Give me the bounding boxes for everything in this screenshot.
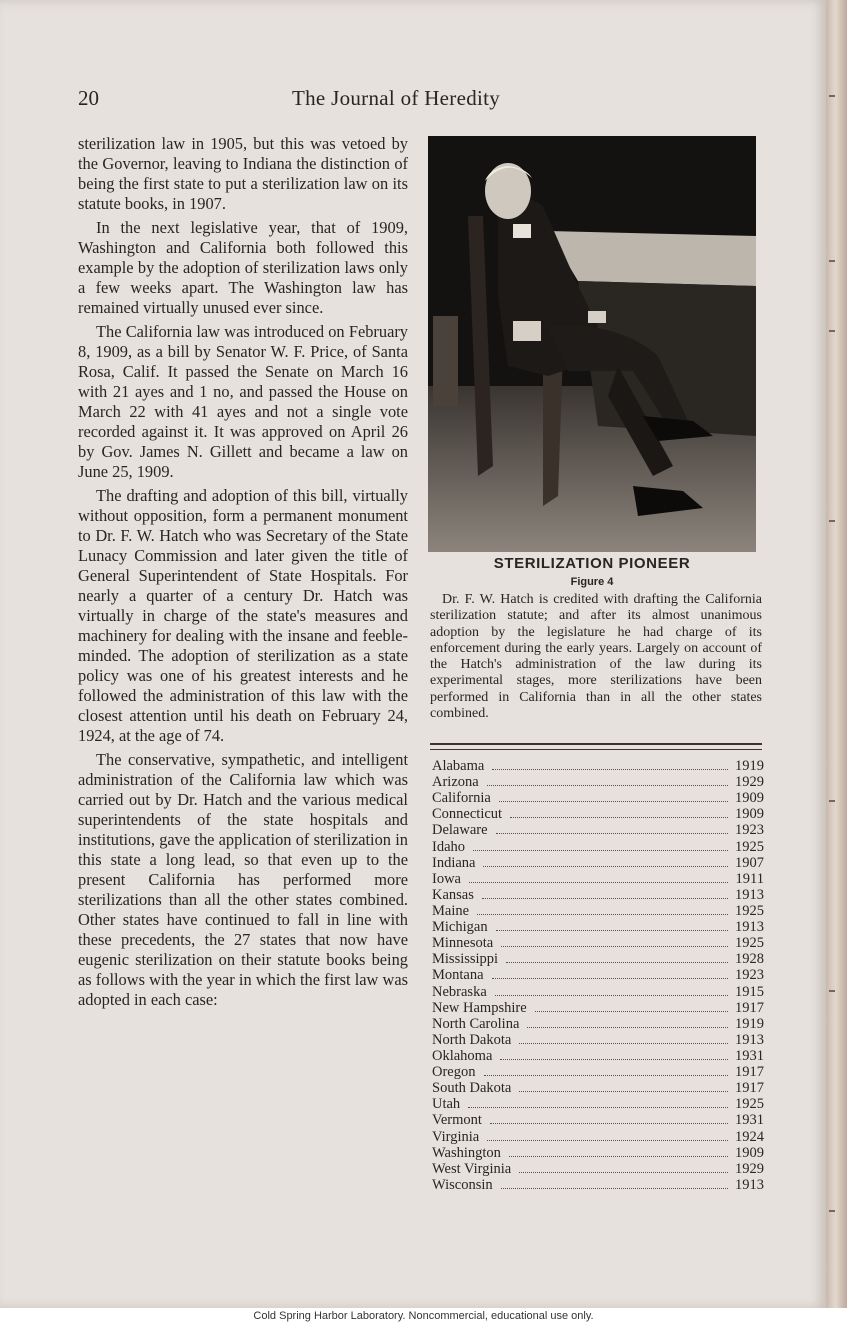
table-row <box>432 758 764 774</box>
leader-dots <box>500 1059 728 1060</box>
table-row <box>432 806 764 822</box>
leader-dots <box>509 1156 728 1157</box>
body-text-column <box>78 134 408 1014</box>
body-paragraph: The conservative, sympathetic, and intelligent administration of the California law which was carried out by Dr. Hatch and the various medical superintendents of the state hospitals and institutions, gave the application of sterilization in this state a long lead, so that even up to the present California has performed more sterilizations than all the other states combined. Other states have continued to fall in line with these precedents, the 27 states that now have eugenic sterilization on their statute books being as follows with the year in which the first law was adopted in each case: <box>78 750 408 1009</box>
state-name: Idaho <box>432 838 466 855</box>
adoption-year: 1919 <box>735 1015 764 1032</box>
table-row <box>432 871 764 887</box>
adoption-year: 1911 <box>735 870 764 887</box>
leader-dots <box>469 882 728 883</box>
body-paragraph: sterilization law in 1905, but this was vetoed by the Governor, leaving to Indiana the distinction of being the first state to put a sterilization law on its statute books, in 1907. <box>78 134 408 213</box>
archive-credit: Cold Spring Harbor Laboratory. Noncommercial, educational use only. <box>253 1310 594 1322</box>
adoption-year: 1919 <box>735 758 764 774</box>
body-paragraph: In the next legislative year, that of 1909, Washington and California both followed this example by the adoption of sterilization laws only a few weeks apart. The Washington law has remained virtually unused ever since. <box>78 218 408 317</box>
table-row <box>432 903 764 919</box>
table-top-rule <box>430 743 762 745</box>
leader-dots <box>535 1011 728 1012</box>
table-row <box>432 1096 764 1112</box>
leader-dots <box>492 978 728 979</box>
state-name: Indiana <box>432 854 476 871</box>
state-name: New Hampshire <box>432 999 527 1016</box>
leader-dots <box>501 946 728 947</box>
state-name: Utah <box>432 1096 461 1113</box>
adoption-year: 1909 <box>735 790 764 807</box>
table-row <box>432 935 764 951</box>
table-row <box>432 887 764 903</box>
table-row <box>432 774 764 790</box>
adoption-year: 1931 <box>735 1047 764 1064</box>
leader-dots <box>496 930 728 931</box>
page-number: 20 <box>78 86 99 110</box>
table-row <box>432 1177 764 1193</box>
state-name: Virginia <box>432 1128 480 1145</box>
leader-dots <box>506 962 728 963</box>
adoption-year: 1917 <box>735 1080 764 1097</box>
leader-dots <box>519 1091 728 1092</box>
table-row <box>432 919 764 935</box>
adoption-year: 1915 <box>735 983 764 1000</box>
edge-mark <box>829 800 835 802</box>
table-row <box>432 1145 764 1161</box>
table-row <box>432 984 764 1000</box>
leader-dots <box>519 1172 728 1173</box>
state-name: Nebraska <box>432 983 487 1000</box>
table-row <box>432 1112 764 1128</box>
state-name: California <box>432 790 491 807</box>
adoption-year: 1917 <box>735 999 764 1016</box>
seated-man-photo <box>428 136 756 552</box>
leader-dots <box>519 1043 728 1044</box>
leader-dots <box>484 1075 729 1076</box>
state-name: Connecticut <box>432 806 503 823</box>
state-name: Washington <box>432 1144 501 1161</box>
state-name: West Virginia <box>432 1160 512 1177</box>
state-name: Iowa <box>432 870 461 887</box>
state-name: South Dakota <box>432 1080 512 1097</box>
state-name: North Carolina <box>432 1015 520 1032</box>
leader-dots <box>477 914 728 915</box>
leader-dots <box>496 833 728 834</box>
adoption-year: 1913 <box>735 1176 764 1193</box>
leader-dots <box>492 769 728 770</box>
leader-dots <box>482 898 728 899</box>
body-paragraph: The drafting and adoption of this bill, virtually without opposition, form a permanent monument to Dr. F. W. Hatch who was Secretary of the State Lunacy Commission and later given the title of General Superintendent of State Hospitals. For nearly a quarter of a century Dr. Hatch was virtually in charge of the state's measures and machinery for dealing with the insane and feeble-minded. The adoption of sterilization as a state policy was one of his greatest interests and he followed the administration of this law with the closest attention until his death on February 24, 1924, at the age of 74. <box>78 486 408 745</box>
leader-dots <box>501 1188 728 1189</box>
leader-dots <box>468 1107 728 1108</box>
table-row <box>432 1064 764 1080</box>
leader-dots <box>527 1027 728 1028</box>
figure-caption: Dr. F. W. Hatch is credited with drafting the California sterilization statute; and after its almost unanimous adoption by the legislature he had charge of its enforcement during the early years. Largely on account of the Hatch's administration of the law during its experimental stages, more sterilizations have been performed in California than in all the other states combined. <box>430 592 762 722</box>
table-row <box>432 822 764 838</box>
adoption-year: 1923 <box>735 967 764 984</box>
adoption-year: 1917 <box>735 1064 764 1081</box>
table-row <box>432 1080 764 1096</box>
adoption-year: 1925 <box>735 935 764 952</box>
table-row <box>432 839 764 855</box>
table-row <box>432 1016 764 1032</box>
figure-label: Figure 4 <box>570 576 614 588</box>
adoption-year: 1913 <box>735 919 764 936</box>
adoption-year: 1907 <box>735 854 764 871</box>
running-head-title: The Journal of Heredity <box>292 86 501 110</box>
body-paragraph: The California law was introduced on February 8, 1909, as a bill by Senator W. F. Price, of Santa Rosa, Calif. It passed the Senate on March 16 with 21 ayes and 1 no, and passed the House on March 22 with 41 ayes and not a single vote recorded against it. It was approved on April 26 by Gov. James N. Gillett and became a law on June 25, 1909. <box>78 322 408 481</box>
adoption-year: 1909 <box>735 1144 764 1161</box>
adoption-year: 1928 <box>735 951 764 968</box>
state-name: Maine <box>432 902 470 919</box>
state-name: Oklahoma <box>432 1047 493 1064</box>
adoption-year: 1923 <box>735 822 764 839</box>
figure-title: STERILIZATION PIONEER <box>493 555 691 572</box>
edge-mark <box>829 1210 835 1212</box>
edge-mark <box>829 260 835 262</box>
table-row <box>432 951 764 967</box>
edge-mark <box>829 330 835 332</box>
state-name: Oregon <box>432 1064 476 1081</box>
adoption-year: 1925 <box>735 1096 764 1113</box>
state-name: Montana <box>432 967 484 984</box>
table-second-rule <box>430 749 762 750</box>
state-name: Delaware <box>432 822 488 839</box>
table-row <box>432 967 764 983</box>
adoption-year: 1929 <box>735 1160 764 1177</box>
table-row <box>432 1000 764 1016</box>
state-name: Vermont <box>432 1112 482 1129</box>
leader-dots <box>487 785 728 786</box>
edge-mark <box>829 95 835 97</box>
leader-dots <box>499 801 728 802</box>
adoption-year: 1925 <box>735 838 764 855</box>
state-name: Alabama <box>432 758 485 774</box>
state-name: North Dakota <box>432 1031 512 1048</box>
table-row <box>432 1161 764 1177</box>
table-row <box>432 1032 764 1048</box>
leader-dots <box>473 850 728 851</box>
state-name: Minnesota <box>432 935 494 952</box>
table-row <box>432 790 764 806</box>
leader-dots <box>495 995 728 996</box>
portrait-photo <box>428 136 756 552</box>
edge-mark <box>829 990 835 992</box>
leader-dots <box>487 1140 728 1141</box>
state-name: Kansas <box>432 886 474 903</box>
leader-dots <box>483 866 728 867</box>
adoption-year: 1925 <box>735 902 764 919</box>
state-sterilization-table <box>432 758 764 1193</box>
leader-dots <box>510 817 728 818</box>
adoption-year: 1929 <box>735 774 764 791</box>
adoption-year: 1909 <box>735 806 764 823</box>
state-name: Michigan <box>432 919 488 936</box>
edge-mark <box>829 520 835 522</box>
state-name: Mississippi <box>432 951 499 968</box>
state-name: Arizona <box>432 774 479 791</box>
adoption-year: 1931 <box>735 1112 764 1129</box>
table-row <box>432 855 764 871</box>
table-row <box>432 1048 764 1064</box>
leader-dots <box>490 1123 728 1124</box>
adoption-year: 1924 <box>735 1128 764 1145</box>
table-row <box>432 1129 764 1145</box>
adoption-year: 1913 <box>735 886 764 903</box>
adoption-year: 1913 <box>735 1031 764 1048</box>
book-page-edge <box>826 0 847 1308</box>
state-name: Wisconsin <box>432 1176 493 1193</box>
